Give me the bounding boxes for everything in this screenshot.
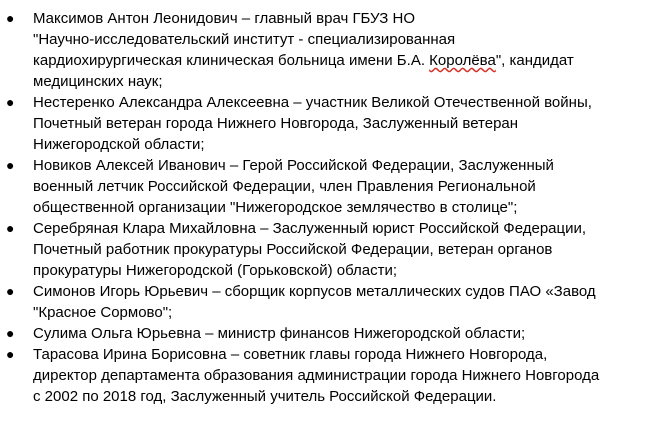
item-line: военный летчик Российской Федерации, член Правления Региональной [33, 178, 536, 195]
bullet-icon: ● [6, 325, 15, 341]
bullet-icon: ● [6, 10, 15, 26]
item-line: общественной организации "Нижегородское землячество в столице"; [33, 199, 518, 216]
list-item [0, 344, 658, 407]
bullet-icon: ● [6, 346, 15, 362]
item-line: Максимов Антон Леонидович – главный врач ГБУЗ НО [33, 10, 415, 27]
list-item [0, 218, 658, 281]
item-line: "Красное Сормово"; [33, 304, 173, 321]
bullet-icon: ● [6, 220, 15, 236]
item-line: Тарасова Ирина Борисовна – советник главы города Нижнего Новгорода, [33, 346, 548, 363]
bullet-list [0, 8, 658, 407]
bullet-icon: ● [6, 157, 15, 173]
bullet-icon: ● [6, 94, 15, 110]
item-line: Почетный работник прокуратуры Российской Федерации, ветеран органов [33, 241, 553, 258]
item-line-text: кардиохирургическая клиническая больница имени Б.А. [33, 52, 430, 69]
item-line: медицинских наук; [33, 73, 163, 90]
item-line: Нестеренко Александра Алексеевна – участник Великой Отечественной войны, [33, 94, 592, 111]
list-item [0, 8, 658, 92]
list-item [0, 92, 658, 155]
item-line-text: ", кандидат [495, 52, 574, 69]
item-line: Почетный ветеран города Нижнего Новгорода, Заслуженный ветеран [33, 115, 519, 132]
item-line: Сулима Ольга Юрьевна – министр финансов Нижегородской области; [33, 325, 526, 342]
item-line: прокуратуры Нижегородской (Горьковской) области; [33, 262, 398, 279]
list-item [0, 323, 658, 344]
item-line: с 2002 по 2018 год, Заслуженный учитель Российской Федерации. [33, 388, 497, 405]
item-line: Серебряная Клара Михайловна – Заслуженный юрист Российской Федерации, [33, 220, 587, 237]
item-line: Новиков Алексей Иванович – Герой Российской Федерации, Заслуженный [33, 157, 554, 174]
list-item [0, 281, 658, 323]
list-item [0, 155, 658, 218]
item-line: "Научно-исследовательский институт - специализированная [33, 31, 456, 48]
bullet-icon: ● [6, 283, 15, 299]
misspelled-word[interactable]: Королёва [429, 52, 496, 69]
item-line: Нижегородской области; [33, 136, 205, 153]
item-line [33, 50, 650, 71]
item-line: директор департамента образования администрации города Нижнего Новгорода [33, 367, 600, 384]
item-line: Симонов Игорь Юрьевич – сборщик корпусов металлических судов ПАО «Завод [33, 283, 596, 300]
